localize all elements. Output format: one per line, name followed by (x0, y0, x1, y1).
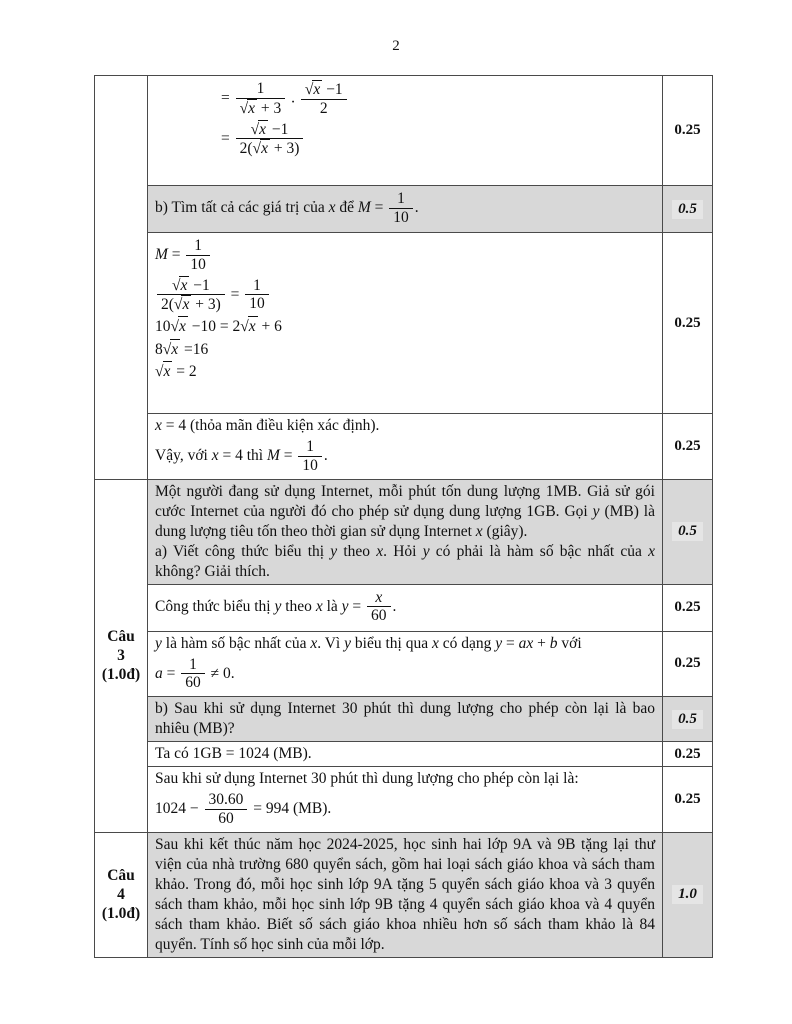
fraction (205, 791, 248, 828)
score-cell (663, 76, 712, 185)
content-cell (148, 233, 663, 413)
content-cell (148, 632, 663, 697)
math-variable: x (182, 296, 190, 314)
math-line: b) Tìm tất cả các giá trị của x để M = $\frac{1}{10}$ . (155, 190, 419, 226)
numerator: 1 (181, 656, 205, 675)
math-variable: x (248, 318, 256, 336)
question-label: 4 (117, 886, 125, 904)
paragraph: Sau khi sử dụng Internet 30 phút thì dung lượng cho phép còn lại là: (155, 770, 579, 788)
page-number: 2 (392, 38, 400, 54)
math-variable: x (313, 81, 321, 98)
sqrt-radical (240, 100, 257, 117)
math-variable: y (341, 597, 349, 615)
radical-sign: √ (304, 81, 314, 98)
content-cell (148, 414, 663, 479)
math-line: Công thức biểu thị y theo x là y = $\frac{x}{60}$ . (155, 588, 397, 625)
answer-row (148, 632, 712, 698)
fraction (301, 80, 347, 118)
question-label: Câu (107, 867, 135, 885)
denominator: 2(√x + 3) (239, 140, 300, 158)
fraction (186, 237, 210, 274)
answer-table (94, 75, 713, 958)
sqrt-radical (174, 296, 191, 313)
paragraph: a) Viết công thức biểu thị y theo x. Hỏi y có phải là hàm số bậc nhất của x không? Giải thích. (155, 542, 656, 580)
math-variable: y (495, 634, 503, 652)
math-variable: x (648, 542, 656, 560)
radical-sign: √ (162, 340, 172, 358)
math-variable: x (315, 597, 323, 615)
radical-sign: √ (252, 140, 262, 158)
denominator: 60 (185, 674, 201, 692)
sqrt-radical (240, 318, 257, 335)
score-cell (663, 585, 712, 631)
score-value: 0.25 (674, 314, 701, 331)
score-cell (663, 480, 712, 584)
section-rows (148, 76, 712, 479)
content-cell (148, 585, 663, 631)
math-line: 1024 − $\frac{30.60}{60}$ = 994 (MB). (155, 791, 332, 828)
math-variable: x (475, 522, 483, 540)
score-value: 0.25 (674, 437, 701, 454)
section-rows (148, 480, 712, 832)
numerator: 1 (236, 80, 286, 99)
math-variable: y (422, 542, 430, 560)
radicand (248, 316, 258, 336)
content-cell (148, 767, 663, 832)
math-variable: y (155, 634, 162, 652)
answer-row (148, 585, 712, 632)
math-line: = $\frac{1}{√x + 3}$ . $\frac{√x -1}{2}$ (221, 80, 655, 118)
answer-row (148, 742, 712, 767)
math-variable: M (266, 446, 280, 464)
section-rows (148, 833, 712, 957)
radical-sign: √ (171, 276, 181, 294)
math-line: = $\frac{√x -1}{2(√x + 3)}$ (221, 120, 655, 159)
fraction (236, 120, 304, 159)
numerator: 1 (186, 237, 210, 256)
score-value: 0.25 (674, 599, 701, 616)
paragraph: Sau khi kết thúc năm học 2024-2025, học sinh hai lớp 9A và 9B tặng lại thư viện của nhà trường 680 quyển sách, gồm hai loại sách giáo khoa và sách tham khảo. Trong đó, mỗi học sinh lớp 9A tặng 5 quyển sách giáo khoa và 3 quyển sách tham khảo, mỗi học sinh lớp 9B tặng 4 quyển sách giáo khoa và 4 quyển sách tham khảo. Biết số sách giáo khoa nhiều hơn số sách tham khảo là 84 quyển. Tính số học sinh của mỗi lớp. (155, 835, 655, 953)
content-cell (148, 697, 663, 741)
math-variable: x (171, 340, 179, 358)
score-value: 0.25 (674, 122, 701, 138)
denominator: 2(√x + 3) (161, 296, 221, 314)
question-label: (1.0đ) (101, 905, 141, 923)
sqrt-radical (251, 121, 268, 138)
math-variable: x (155, 417, 162, 434)
question-label-cell (95, 833, 148, 957)
math-variable: x (248, 99, 256, 117)
table-section (95, 833, 712, 957)
score-value: 1.0 (672, 885, 703, 904)
numerator: 1 (298, 438, 322, 457)
math-variable: y (330, 542, 338, 560)
answer-row (148, 767, 712, 832)
score-value: 0.25 (674, 791, 701, 808)
denominator: 10 (249, 295, 265, 313)
score-value: 0.5 (672, 710, 703, 729)
numerator (367, 589, 391, 608)
radicand (163, 361, 173, 381)
score-value: 0.5 (672, 522, 703, 541)
table-section (95, 76, 712, 480)
numerator: √x −1 (157, 276, 225, 296)
question-label-cell (95, 76, 148, 479)
math-variable: x (180, 276, 188, 294)
question-row (148, 833, 712, 957)
math-line: 10√x −10 = 2√x + 6 (155, 318, 282, 336)
denominator: 60 (371, 607, 387, 625)
denominator: 10 (302, 456, 318, 474)
math-variable: b (549, 634, 558, 652)
math-variable: ax (518, 634, 534, 652)
radicand (260, 139, 270, 158)
sqrt-radical (305, 81, 322, 98)
score-cell (663, 186, 712, 232)
sqrt-radical (163, 341, 180, 358)
fraction (389, 190, 413, 227)
math-variable: M (357, 198, 371, 216)
math-variable: x (328, 198, 336, 216)
paragraph: Một người đang sử dụng Internet, mỗi phút tốn dung lượng 1MB. Giả sử gói cước Internet của người đó cho phép sử dụng dung lượng 1GB. Gọi y (MB) là dung lượng tiêu tốn theo thời gian sử dụng Internet x (giây). (155, 482, 655, 540)
radicand (312, 80, 322, 99)
content-cell (148, 76, 663, 185)
math-variable: y (592, 502, 600, 520)
content-cell (148, 742, 663, 766)
numerator: √x −1 (236, 120, 304, 140)
radicand (178, 316, 188, 336)
math-variable: y (344, 634, 352, 652)
math-line: M = $\frac{1}{10}$ (155, 237, 655, 274)
math-variable: x (163, 363, 171, 380)
radicand (181, 295, 191, 314)
question-label-cell (95, 480, 148, 832)
question-label: (1.0đ) (101, 666, 141, 684)
score-value: 0.5 (672, 200, 703, 219)
question-label: 3 (117, 647, 125, 665)
fraction (181, 656, 205, 693)
math-variable: x (261, 140, 268, 158)
paragraph: Ta có 1GB = 1024 (MB). (155, 745, 312, 763)
score-cell (663, 742, 712, 766)
math-variable: x (259, 120, 266, 138)
answer-row (148, 233, 712, 414)
score-cell (663, 233, 712, 413)
math-variable: y (274, 597, 282, 615)
fraction (157, 276, 225, 315)
content-cell (148, 480, 663, 584)
score-cell (663, 767, 712, 832)
math-line: Vậy, với x = 4 thì M = $\frac{1}{10}$ . (155, 438, 328, 474)
question-row (148, 697, 712, 742)
paragraph: y là hàm số bậc nhất của x. Vì y biểu thị qua x có dạng y = ax + b với (155, 634, 582, 652)
question-label: Câu (107, 628, 135, 646)
content-cell (148, 833, 663, 957)
radical-sign: √ (239, 99, 249, 117)
score-cell (663, 414, 712, 479)
math-variable: M (155, 245, 168, 263)
math-line: $\frac{√x -1}{2(√x + 3)}$ = $\frac{1}{10}$ (155, 276, 655, 315)
fraction (367, 589, 391, 626)
denominator: 10 (393, 208, 409, 226)
paragraph: b) Sau khi sử dụng Internet 30 phút thì dung lượng cho phép còn lại là bao nhiêu (MB)? (155, 700, 655, 738)
radical-sign: √ (155, 363, 164, 380)
denominator: 10 (190, 255, 206, 273)
radicand (247, 99, 257, 118)
radical-sign: √ (173, 296, 183, 314)
numerator: √x −1 (301, 80, 347, 100)
denominator: √x + 3 (239, 99, 282, 117)
question-row (148, 186, 712, 233)
score-cell (663, 632, 712, 697)
sqrt-radical (155, 363, 172, 380)
score-cell (663, 697, 712, 741)
score-cell (663, 833, 712, 957)
numerator: 1 (245, 277, 269, 296)
math-variable: x (310, 634, 318, 652)
answer-row (148, 76, 712, 186)
numerator: 1 (389, 190, 413, 209)
radical-sign: √ (240, 318, 249, 336)
question-row (148, 480, 712, 585)
fraction (298, 438, 322, 475)
numerator: 30.60 (205, 791, 248, 810)
radicand (258, 120, 268, 139)
sqrt-radical (172, 277, 189, 294)
math-line: a = $\frac{1}{60}$ ≠ 0. (155, 655, 235, 692)
score-value: 0.25 (674, 745, 701, 762)
math-variable: x (179, 318, 186, 336)
answer-row (148, 414, 712, 479)
fraction (245, 277, 269, 314)
math-variable: x (375, 588, 383, 606)
math-variable: x (431, 634, 439, 652)
math-line: √x = 2 (155, 363, 197, 380)
score-value: 0.25 (674, 655, 701, 672)
paragraph: x = 4 (thỏa mãn điều kiện xác định). (155, 417, 380, 434)
math-variable: x (376, 542, 384, 560)
radicand (179, 276, 189, 295)
math-variable: x (211, 446, 219, 464)
sqrt-radical (253, 140, 270, 157)
table-section (95, 480, 712, 833)
denominator: 60 (218, 810, 234, 828)
math-line: 8√x =16 (155, 340, 209, 358)
radical-sign: √ (170, 318, 180, 336)
denominator: 2 (319, 99, 328, 117)
radicand (170, 339, 180, 359)
radical-sign: √ (250, 120, 260, 138)
math-variable: a (155, 664, 163, 682)
sqrt-radical (171, 318, 188, 335)
content-cell (148, 186, 663, 232)
fraction (236, 80, 286, 118)
